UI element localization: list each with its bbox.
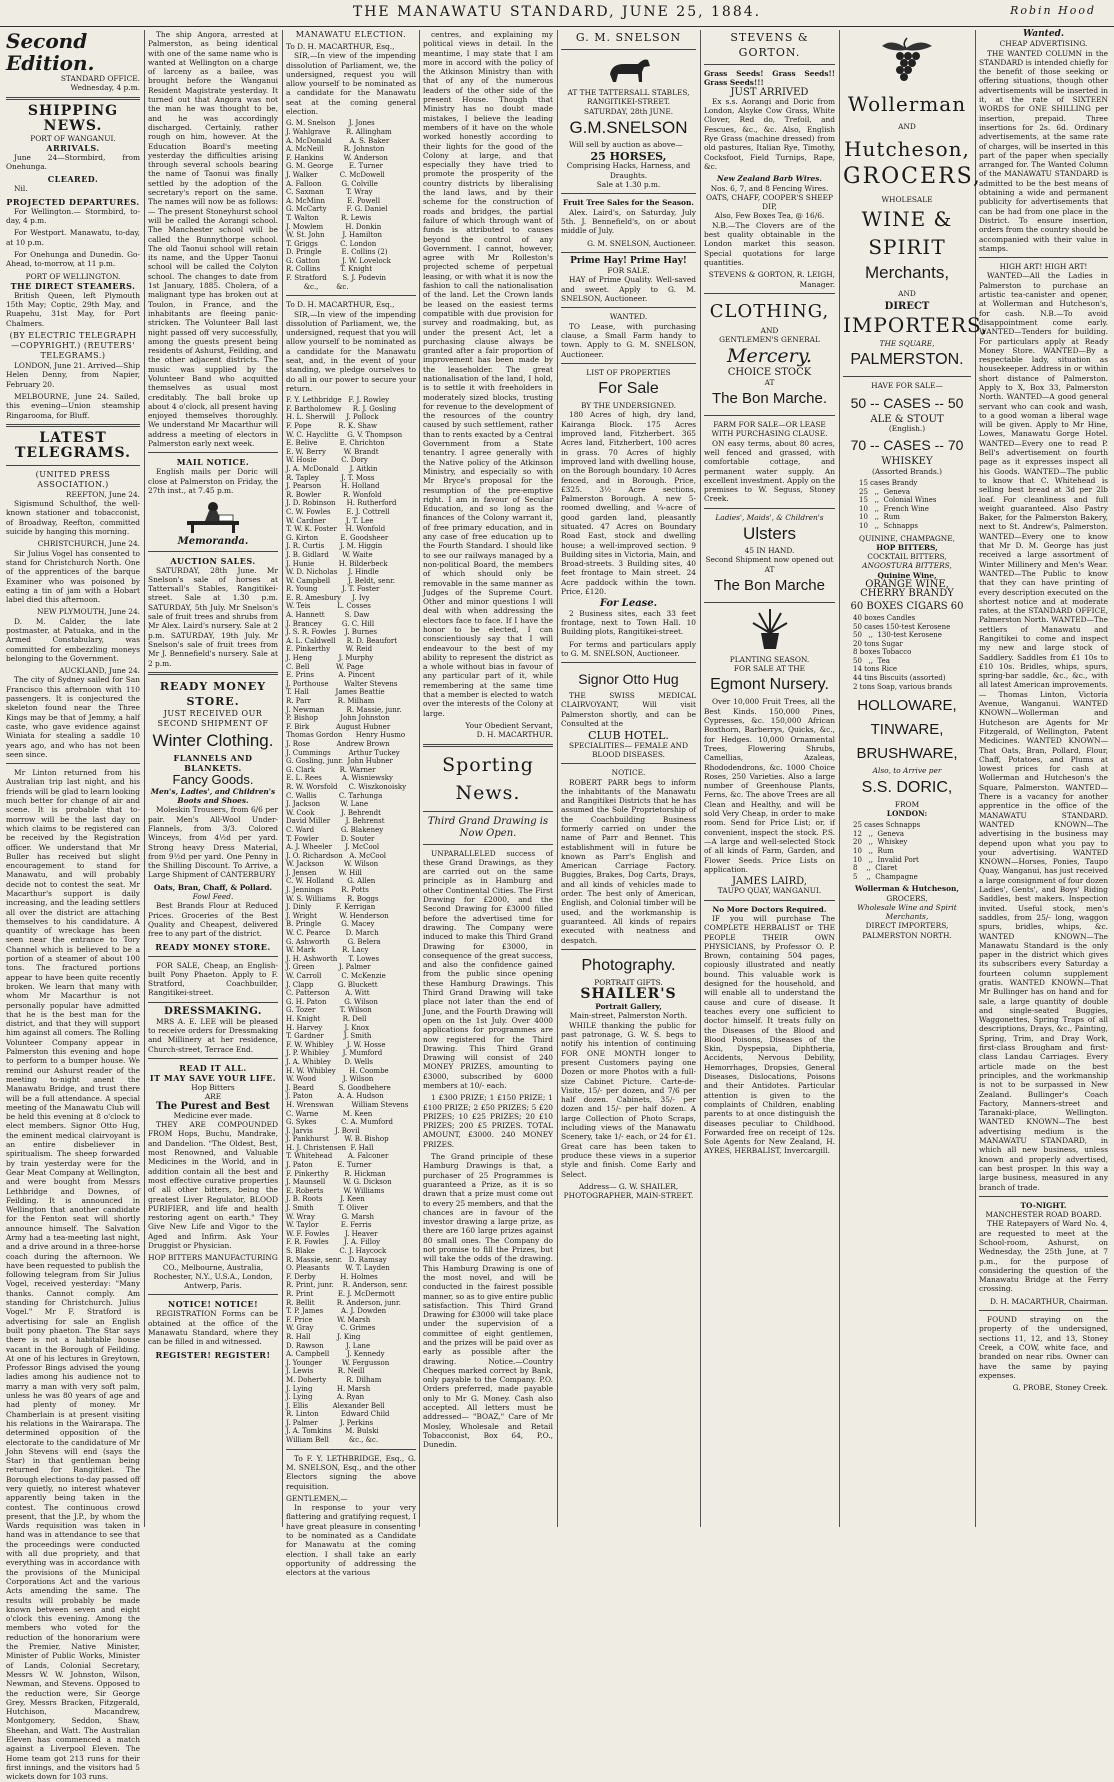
requisition-1-signatories: G. M. Snelson J. Jones J. Wahlgrave R. Allingham A. McDonald A. S. Baker A. McNeill R. Johnston F. Hankins W. Anderson G. M. George E. Turner J. Walker C. McDowell A. Falloon G. Colville C. Saxman T. Wray A. McMinn E. Powell G. McCarty F. G. Daniel T. Walton R. Lewis J. Mowlem H. Donkin W. St. John J. Hamilton T. Griggs C. London D. Pringle E. Collins (2) G. Gatton J. W. Lovelock R. Collins T. Knight F. Stratford S. J. Podevin &c., &c. (286, 119, 392, 291)
divider (148, 956, 278, 957)
road-board-sign: D. H. MACARTHUR, Chairman. (990, 1296, 1108, 1306)
grapes-illustration (843, 36, 971, 86)
fruit-tree-text: Alex. Laird's, on Saturday, July 5th. J. Bennefield's, on or about middle of July. (561, 207, 696, 236)
for-sale-heading: For Sale (598, 380, 659, 398)
saturday-line: SATURDAY, 28th JUNE. (583, 106, 674, 116)
prize-list: 1 £300 PRIZE; 1 £150 PRIZE; 1 £100 PRIZE; 2 £50 PRIZES; 5 £20 PRIZES; 10 £25 PRIZES; 20 £10 PRIZES; 200 £5 PRIZES. TOTAL AMOUNT, £3000. 240 MONEY PRIZES. (423, 1093, 553, 1149)
requisition-2-signatories: F. Y. Lethbridge F. J. Rowley F. Bartholomew R. J. Gosling H. L. Sherwill J. Pollock F. Pope R. K. Shaw W. C. Hayclitte G. V. Thompson E. Belive E. Chrichton E. W. Berry W. Brandt W. Hosie C. Dory J. A. McDonald J. Aitkin R. Tapley J. T. Moss J. Pearson H. Holland R. Bowler R. Wonfold J. D. Robinson H. Rutherford C. W. Fowles E. J. Cottrell W. Cardner J. T. Lee T. W. K. Foster H. Wonfold G. Kirton E. Goodsheer J. R. Curtis J. M. Higgin J. B. Gidlard W. Waite J. Hunie H. Bilderbeck W. D. Nicholas J. Hindle W. Campbell J. Beldt, senr. R. Young J. T. Foster E. R. Amesbury J. Ivy W. Teis L. Cosses A. Hannett S. Daw J. Brancey G. C. Hill J. S. R. Fowles J. Burnes A. L. Caldwell R. D. Beaufort E. Pinkerthy W. Reid J. Heng J. Murphy C. Bell W. Page E. Prins A. Pincent J. Porthouse Walter Stevens T. Hall James Beattie R. Parr R. Milham J. Newman R. Massie, junr. P. Bishop John Johnston F. Birk August Hubner Thomas Gordon Henry Husmo J. Rose Andrew Brown J. Cummings Arthur Tuckey G. Gosling, junr. John Hubner G. Clark R. Warner E. L. Rees A. Wisniewsky R. W. Worsfold C. Wiszkonoisky C. Wallis C. Tarhunga J. Jackson W. Lane W. Cook J. Behrendt David Miller J. Behrenst C. Ward G. Blakeney T. Fowler D. Souter A. J. Wheeler J. McCool J. O. Richardson A. McCool W. Jackson W. Wilson J. Jensen W. Hill C. W. Holland G. Allen J. Jennings R. Potts W. S. Williams R. Boggs J. Dinly F. Kerrigan J. Wright W. Henderson B. Pringle G. Macey W. C. Pearce D. March G. Ashworth G. Belera W. Mark R. Lacy J. H. Ashworth T. Lowes J. Green J. Palmer W. Carroll C. McKenzie J. Clapp G. Bluckett C. Patterson A. Witt G. H. Paton G. Wilson G. Tozer T. Wilson H. Knight R. Dell H. Harvey J. Knox T. Gardner J. Smith F. W. Whibley J. W. Hosse J. P. Whibley J. Mumford J. A. Whibley D. Wells H. W. Whibley H. Coombe W. Wood J. Wilson J. Beard S. Goodbehere J. Paton A. A. Hudson H. Wrenswan William Stevens C. Warne M. Keen G. Sykes C. A. Mumford J. Jarvis J. Bovil J. Pankhurst W. B. Bishop H. J. Christensen F. Hall T. Whitehead A. Falconer J. Paton E. Turner F. Pinkerthy R. Hickman J. Maunsell W. G. Dickson E. Roberts W. Williams J. B. Roots J. Keen J. Smith T. Oliver W. Wray G. Marsh W. Taylor E. Ferris W. F. Fowles J. Heaver F. R. Fowles J. A. Filloy S. Blake C. J. Haycock R. Massie, senr. D. Ramsay O. Pleasants W. T. Layden F. Derby H. Holmes R. Print, junr. R. Anderson, senr. R. Print E. J. McDermott R. Bellit R. Anderson, junr. T. P. James A. J. Dowden F. Price W. Marsh W. Gray C. Grimes R. Hall J. King D. Rawson J. Lane A. Campbell J. Kennedy J. Younger W. Fergusson J. Lewis R. Neill M. Doherty R. Dilham J. Lying H. Marsh J. Lying A. Ryan J. Ellis Alexander Bell R. Linton Edward Child J. Palmer J. Perkins J. A. Tomkins M. Bulski William Bell &c., &c. (286, 396, 409, 1445)
grocers-footer: GROCERS, (886, 893, 928, 903)
divider (6, 465, 140, 466)
column-rule (419, 30, 420, 1527)
merchants-footer: Merchants, (885, 912, 929, 922)
brushware: BRUSHWARE, (856, 745, 958, 763)
clover-note: N.B.—The Clovers are of the best quality obtainable in the London market this season. Special quotations for large quantities. (704, 220, 835, 267)
flannels-line: FLANNELS AND BLANKETS. (173, 752, 253, 773)
column-2 (148, 30, 278, 1527)
divider (704, 900, 835, 901)
wanted-ads: WANTED—All the Ladies in Palmerston to purchase an artistic tea-canister and opener, at Wollerman and Hutcheson's, for cash. N.B.—To avoid disappointment come early. WANTED—Tenders for building. For particulars apply at Ready Money Store. WANTED—By a respectable lady, situation as housekeeper. Address in or within short distance of Palmerston. Apply to X, Box 33, Palmerston North. WANTED—A good general servant who can cook and wash, to a good woman a liberal wage will be given. Apply to Mr Hine, Lowes, Manawatu Gorge Hotel. WANTED—Every one to read P. Bell's advertisement on fourth page as it expresses inspect all his Goods. WANTED—The public to know that C. Whitehead is selling best bread at 3d per 2lb loaf. For cleanliness and full weight guaranteed. Also Pastry Baker, for the Palmerston Bakery, next to St. Andrew's, Palmerston. WANTED—Every one to know that Mr D. M. George has just received a large assortment of Winter Millinery and Men's Wear. WANTED—The Public to know that they can have printing of every description executed on the shortest notice and at moderate rates, at the STANDARD OFFICE, Palmerston North. WANTED—The settlers of Manawatu and Rangitikei to come and inspect my new and large stock of Saddlery. Saddles from £1 10s to £10 10s. Bridles, whips, spurs, spring-bar saddle, &c., &c., with all latest American improvements. — Thomas Linton, Victoria Avenue, Wanganui. WANTED KNOWN—Wollerman and Hutcheson are Agents for Mr Fitzgerald, of Wellington, Patent Medicines. WANTED KNOWN—That Oats, Bran, Pollard, Flour, Chaff, Potatoes, and Plums at lowest prices for cash at Wollerman and Hutcheson's the Square, Palmerston. WANTED—There is a vacancy for another apprentice in the office of the MANAWATU STANDARD. WANTED KNOWN—The advertising in the business may depend upon what you pay to your advertising. WANTED KNOWN—Horses, Ponies, Taupo Quay, Wanganui, has just received a large consignment of four dozen Ladies', Gents', and Boys' Riding Saddles, best makers. Inspection invited. Useful stock, men's saddles, from 25/- long, waggon spurs, bridles, whips, &c. WANTED KNOWN—The Manawatu Standard is the only paper in the district which gives its subscribers every Saturday a fourteen column supplement gratis. WANTED KNOWN—That Mr Bullinger has on hand and for sale, a large quantity of double and single-seated Buggies, Waggonettes, Spring Traps of all descriptions, Drays, &c., Painting, Spring, Trim, and Dray Work, first-class Brougham and first-class Landau Carriages. Every article made on the best principles, and the workmanship is not to be surpassed in New Zealand. Bullinger's Coach Factory, Manners-street and Taranaki-place, Wellington. WANTED KNOWN—The best advertising medium is the MANAWATU STANDARD, in which all new business, unless known and properly advertised, can best prosper. In this way a large business, measured in any branch of trade. (979, 271, 1108, 1192)
column-7 (843, 30, 989, 1527)
dressmaking-heading: DRESSMAKING. (164, 1005, 262, 1017)
requisition-1-addressee: To D. H. MACARTHUR, Esq., (286, 42, 395, 51)
fencing-wire-line: Nos. 6, 7, and 8 Fencing Wires. (710, 183, 829, 193)
divider (843, 376, 971, 377)
shailer-address: Address— G. W. SHAILER, PHOTOGRAPHER, MAIN-STREET. (563, 1181, 694, 1201)
winter-clothing: Winter Clothing. (152, 730, 274, 750)
ss-doric: S.S. DORIC, (861, 778, 953, 796)
column-rule (557, 30, 558, 1527)
cases-50: 50 -- CASES -- 50 (850, 394, 964, 411)
hop-bitters-maker: HOP BITTERS MANUFACTURING CO., Melbourne, Australia, Rochester, N.Y., U.S.A., London, Antwerp, Paris. (148, 1253, 278, 1291)
lease-text: 2 Business sites, each 33 feet frontage, next to Town Hall. 10 Building plots, Rangitikei-street. (561, 608, 696, 637)
merchants-line: Merchants, (864, 262, 950, 282)
direct-steamers-label: THE DIRECT STEAMERS. (10, 280, 136, 291)
stevens-sign: STEVENS & GORTON, R. LEIGH, Manager. (708, 270, 835, 289)
dressmaking-text: MRS A. E. LEE will be pleased to receive orders for Dressmaking and Millinery at her residence, Church-street, Terrace End. (148, 1016, 278, 1054)
divider (148, 672, 278, 675)
herbalist-text: IF you will purchase The COMPLETE HERBALIST or THE PEOPLE THEIR OWN PHYSICIANS, by Professor O. P. Brown, containing 504 pages, copiously illustrated and neatly bound. This valuable work is designed for the household, and will enable all to understand the cause and cure of disease. It teaches every one sufficient to doctor himself. It treats fully on the Diseases of the Blood and Blood Poisons, Diseases of the Skin, Dyspepsia, Diphtheria, Accidents, Nervous Debility, Hemorrhages, Dropsies, General Diseases, Dislocations, Poisons and their Antidotes. Particular attention is given to the complaints of Children, enabling parents to at once distinguish the diseases peculiar to Childhood. Forwarded free on receipt of 12s. Sole Agents for New Zealand, H. AYRES, HERBALIST, Invercargill. (704, 914, 835, 1156)
horse-illustration (561, 54, 696, 84)
sporting-text: UNPARALLELED success of these Grand Drawings, as they are carried out on the same principle as in Hamburg and other Continental Cities. The First Drawing for £2000, and the Second Drawing for £3000 filled before the advertised time for drawing. The Company were induced to make this Third Grand Drawing for £3000, in consequence of the great success, and also the confidence gained from the public since opening these Hamburg Drawings. This Third Grand Drawing will take place not later than the end of June, and the Fourth Drawing will open on the 1st July. Over 4000 applications for programmes are now registered for the Third Drawing. This Third Grand Drawing will consist of 240 MONEY PRIZES, amounting to £3000, subscribed by 6000 members at 10/- each. (423, 848, 553, 1090)
palmerston-heading: PALMERSTON. (850, 351, 964, 369)
port-wanganui: PORT OF WANGANUI. (30, 133, 116, 143)
road-board-heading: MANCHESTER ROAD BOARD. (985, 1210, 1102, 1220)
cleared-label: CLEARED. (47, 174, 99, 185)
potted-plant-icon (745, 607, 795, 651)
arrival-line: June 24—Stormbird, from Onehunga. (6, 152, 140, 172)
groceries-list: 40 boxes Candles 50 cases 150-test Kerosene 50 ,, 130-test Kerosene 20 tons Sugar 8 boxes Tobacco 50 ,, Tea 14 tons Rice 44 tins Biscuits (assorted) 2 tons Soap, various brands (853, 613, 952, 691)
column-5 (561, 30, 696, 1527)
from-line: FROM (894, 799, 920, 809)
divider (6, 424, 140, 427)
new-plymouth-item: D. M. Calder, the late postmaster, at Patuaka, and in the Armed Constabulary, was committed for embezzling moneys belonging to the Government. (6, 616, 140, 663)
doric-list: 25 cases Schnapps 12 ,, Geneva 20 ,, Whiskey 10 ,, Rum 10 ,, Invalid Port 8 ,, Claret 5 ,, Champagne (853, 821, 921, 881)
divider (6, 97, 140, 100)
cleared-line: Nil. (14, 184, 28, 194)
melbourne-item: MELBOURNE, June 24. Sailed, this evening—Union steamship Ringarooma, for Bluff. (6, 391, 140, 420)
edition-date: Wednesday, 4 p.m. (70, 83, 140, 93)
election-heading: MANAWATU ELECTION. (295, 30, 407, 39)
taupo-quay: TAUPO QUAY, WANGANUI. (717, 886, 822, 896)
for-sale-at-line: FOR SALE AT THE (733, 664, 806, 674)
found-cow-sign: G. PROBE, Stoney Creek. (1012, 1383, 1108, 1393)
divider (561, 363, 696, 364)
flour-text: Best Brands Flour at Reduced Prices. Groceries of the Best Quality and Cheapest, delivered free to any part of the district. (148, 901, 278, 939)
portrait-gallery: Portrait Gallery, (595, 1002, 662, 1012)
seeds-text: Ex s.s. Aorangi and Doric from London, Alsyke Cow Grass, White Clover, Red do, Trefoil, and Fescues, &c., &c. Also, English Rye Grass (machine dressed) from old pastures, Italian Rye, Timothy, Cocksfoot, Field Turnips, Rape, &c. (704, 96, 835, 171)
assorted-line: (Assorted Brands.) (871, 466, 943, 476)
telegraph-credit: (BY ELECTRIC TELEGRAPH—COPYRIGHT.) (REUTERS' TELEGRAMS.) (9, 331, 137, 361)
divider (148, 1058, 278, 1059)
specialities-line: SPECIALITIES— FEMALE AND BLOOD DISEASES. (568, 740, 689, 759)
reply-text: In response to your very flattering and gratifying request, I have great pleasure in consenting to be nominated as a Candidate for Manawatu at the coming election. I shall take an early opportunity of addressing the electors at the various (286, 1503, 416, 1578)
orange-wine: ORANGE WINE, (865, 579, 949, 591)
wholesale-footer: Wholesale Wine and Spirit (857, 902, 957, 912)
in-hand-line: 45 IN HAND. (744, 545, 795, 555)
terms-text: For terms and particulars apply to G. M. SNELSON, Auctioneer. (561, 639, 696, 658)
snelson-heading: G. M. SNELSON (575, 31, 682, 44)
tea-boxes-line: Also, Few Boxes Tea, @ 16/6. (714, 211, 825, 221)
auckland-item: The city of Sydney sailed for San Francisco this afternoon with 110 passengers. It is conjectured the skeleton found near the Three Kings may be that of Jemmy, a half caste, who gave evidence against Winiata for stealing a saddle 10 years ago, and who has not been seen since. (6, 675, 140, 759)
cocktail-bitters: COCKTAIL BITTERS, (867, 552, 947, 562)
whiskey-line: WHISKEY (881, 456, 933, 468)
direct-importers-footer: DIRECT IMPORTERS, (865, 921, 949, 931)
purest-best: The Purest and Best (156, 1100, 270, 1112)
wanted-label: WANTED. (609, 312, 648, 322)
divider (561, 252, 696, 253)
quinine-wine: Quinine Wine, (877, 570, 937, 580)
phaeton-sale: FOR SALE, Cheap, an English-built Pony Phaeton. Apply to F. Stratford, Coachbuilder, Rangitikei-street. (148, 960, 278, 998)
divider (561, 307, 696, 308)
square-line: THE SQUARE, (879, 339, 935, 349)
reefton-item: Sigismund Schulthof, the well-known stationer and tobacconist, of Broadway, Reefton, committed suicide by hanging this morning. (6, 499, 140, 537)
wh-footer: Wollerman & Hutcheson, (854, 884, 960, 894)
grape-cluster-icon (872, 36, 942, 86)
auction-sales-heading: AUCTION SALES. (170, 555, 256, 566)
press-credit: (UNITED PRESS ASSOCIATION.) (35, 469, 111, 489)
signoff-line: Your Obedient Servant, (465, 720, 553, 730)
read-it-all: READ IT ALL. (179, 1062, 247, 1073)
divider (704, 508, 835, 509)
just-arrived: JUST ARRIVED (730, 86, 809, 98)
divider (979, 1310, 1108, 1311)
departures-label: PROJECTED DEPARTURES. (6, 196, 140, 207)
divider (704, 602, 835, 603)
oats-chaff-line: OATS, CHAFF, COOPER'S SHEEP DIP, (705, 192, 834, 212)
third-drawing-heading: Third Grand Drawing is Now Open. (427, 815, 549, 839)
prime-hay-heading: Prime Hay! Prime Hay! (570, 255, 687, 266)
divider (286, 295, 416, 296)
egmont-nursery: Egmont Nursery. (710, 676, 829, 694)
save-your-life: IT MAY SAVE YOUR LIFE. (149, 1072, 277, 1083)
auction-sales-text: SATURDAY, 28th June. Mr Snelson's sale of horses at Tattersall's Stables, Rangitikei-street. Sale at 1.30 p.m. SATURDAY, 5th July. Mr Snelson's sale of fruit trees and shrubs from Mr Alex. Laird's nursery. Sale at 2 p.m. SATURDAY, 19th July. Mr Snelson's sale of fruit trees from Mr J. Bennefield's nursery. Sale at 2 p.m. (148, 565, 278, 668)
page-label: Robin Hood (1010, 4, 1096, 17)
english-line: (English.) (888, 424, 926, 434)
wine-spirit: WINE & SPIRIT (861, 206, 953, 259)
shipping-heading: SHIPPING NEWS. (27, 102, 119, 134)
found-cow-text: FOUND straying on the property of the undersigned, sections 11, 12, and 13, Stoney Creek, a COW, white face, and branded on near ribs. Owner can have the same by paying expenses. (979, 1315, 1108, 1380)
are-line: ARE (204, 1092, 222, 1102)
photography-heading: Photography. (581, 956, 676, 974)
reply-salutation: GENTLEMEN,— (286, 1493, 348, 1503)
quinine-champagne: QUININE, CHAMPAGNE, (859, 533, 955, 543)
at-line-2: AT (764, 564, 775, 574)
road-board-text: THE Ratepayers of Ward No. 4, are requested to meet at the School-room, Ashurst, on Wednesday, the 25th June, at 7 p.m., for the purpose of considering the question of the Manawatu Bridge at the Ferry crossing. (979, 1219, 1108, 1294)
bon-marche-2: The Bon Marche (714, 576, 825, 594)
sale-time: Sale at 1.30 p.m. (596, 180, 661, 190)
column-6 (704, 30, 835, 1527)
divider (6, 763, 140, 764)
reply-addressee: To F. Y. LETHBRIDGE, Esq., G. M. SNELSON, Esq., and the other Electors signing the above requisition. (286, 1453, 416, 1491)
have-for-sale: HAVE FOR SALE— (871, 381, 943, 391)
parr-notice-text: ROBERT PARR begs to inform the inhabitants of the Manawatu and Rangitikei Districts that he has assumed the Sole Proprietorship of the Coachbuilding Business formerly carried on under the name of Parr and Bennet. This establishment will in future be known as Parr's English and American Carriage Factory. Buggies, Brakes, Dog Carts, Drays, and all kinds of vehicles made to order. The best only of American, English, and Colonial timber will be used, and the workmanship is guaranteed. All kinds of repairs executed with neatness and despatch. (561, 777, 696, 945)
divider (423, 811, 553, 812)
instructions-line: Will sell by auction as above— (569, 139, 683, 149)
divider (561, 49, 696, 50)
otto-hug-text: THE SWISS MEDICAL CLAIRVOYANT, Will visit Palmerston shortly, and can be Consulted at the (561, 691, 696, 729)
oats-line: Oats, Bran, Chaff, & Pollard. (153, 882, 273, 892)
high-art: HIGH ART! HIGH ART! (999, 262, 1088, 272)
column-4 (423, 30, 553, 1527)
divider (704, 293, 835, 294)
gallery-address: Main-street, Palmerston North. (569, 1011, 688, 1021)
dateline-auckland: AUCKLAND, June 24. (59, 666, 140, 676)
dateline-christchurch: CHRISTCHURCH, June 24. (37, 539, 140, 549)
column-rule (700, 30, 701, 1527)
divider (148, 551, 278, 552)
ulsters-heading: Ulsters (743, 523, 796, 543)
register-line: REGISTER! REGISTER! (155, 1349, 271, 1360)
hop-bitters-text: THEY ARE COMPOUNDED FROM Hops, Buchu, Mandrake, and Dandelion. "The Oldest, Best, most Renowned, and Valuable Medicines in the World, and in addition contain all the best and most effective curative properties of all other bitters, being the greatest Liver Regulator, BLOOD PURIFIER, and life and health restoring agent on earth." They Give New Life and Vigor to the Aged and Infirm. Ask Your Druggist or Physician. (148, 1120, 278, 1250)
column-3 (286, 30, 416, 1578)
just-received: JUST RECEIVED OUR SECOND SHIPMENT OF (157, 708, 269, 728)
tattersall-line: AT THE TATTERSALL STABLES, RANGITIKEI-STREET. (567, 88, 690, 107)
london-item: LONDON, June 21. Arrived—Ship Helen Denny, from Napier, February 20. (6, 361, 140, 389)
mail-notice-heading: MAIL NOTICE. (176, 457, 250, 468)
angostura-bitters: ANGOSTURA BITTERS, (862, 561, 952, 571)
divider (148, 1002, 278, 1003)
fowl-feed: Fowl Feed. (192, 892, 234, 902)
portrait-gifts: PORTRAIT GIFTS. (594, 977, 663, 987)
farm-sale-heading: FARM FOR SALE—OR LEASE WITH PURCHASING CLAUSE. (711, 420, 828, 439)
and-line: AND (760, 325, 779, 335)
sporting-text-2: The Grand principle of these Hamburg Drawings is that, a purchaser of 25 Programmes is guaranteed a Prize, as it is so drawn that a prize must come out to every 25 members, and that the chances are in favour of the investor drawing a large prize, as there are 160 large prizes against 80 small ones. The Company do not promise to fill the Prizes, but will take the odds of the drawing. This Hamburg Drawing is one of the most novel, and will be conducted in the fairest possible manner, so as to give entire public satisfaction. This Third Grand Drawing for £3000 will take place under the supervision of a committee of eight gentlemen, and the prizes will be paid over as early as possible after the drawing. Notice.—Country Cheques marked correct by Bank, only payable to the Company. P.O. Orders preferred, made payable only to Mr G. Money. Cash also accepted. All letters must be addressed— "BOAZ," Care of Mr Mosley, Wholesale and Retail Tobacconist, Box 64, P.O., Dunedin. (423, 1152, 553, 1450)
photography-text: WHILE thanking the public for past patronage, G. W. S. begs to notify his intention of continuing FOR ONE MONTH longer to present Customers paying one Dozen or more Photos with a full-size Cabinet Picture. Carte-de-Visite, 15/- per dozen, and 7/6 per half dozen. Cabinets, 35/- per dozen and 15/- per half dozen. A large Collection of Photo Scraps, including views of the Manawatu Scenery, take 1/- each, or 24 for £1. Great care has been taken to produce these views in a superior style and finish. Come Early and Select. (561, 1020, 696, 1179)
ready-money-heading: READY MONEY STORE. (159, 679, 267, 708)
ladies-line: Ladies', Maids', & Children's (715, 512, 824, 522)
palmerston-north-footer: PALMERSTON NORTH. (862, 930, 952, 940)
column-rule (975, 30, 976, 1527)
divider (423, 744, 553, 747)
registration-text: REGISTRATION Forms can be obtained at the office of the Manawatu Standard, where they can be filled in and witnessed. (148, 1309, 278, 1347)
hop-bitters: HOP BITTERS, (876, 542, 938, 552)
property-list: 180 Acres of high, dry land, Kairanga Block. 175 Acres improved land, Fitzherbert. 365 Acres land, Fitzherbert, 100 acres in grass. 70 Acres of highly improved land with dwelling house, on the Borough boundary. 10 Acres fenced, and in Borough. Price, £325. 3½ Acre sections, Palmerston Borough. A new 5-roomed dwelling, and ¼-acre of good garden land, pleasantly situated. 47 Acres on Boundary Road East, stock and dwelling house; a well-improved section. 9 Building sites in Victoria, Main, and Broad-streets. 3 Building sites, 40 feet frontage to Main street. 24 Acre paddock within the town. Price, £120. (561, 410, 696, 597)
gms-logo-text: G.M.SNELSON (569, 117, 688, 137)
requisition-2-text: SIR,—In view of the impending dissolution of Parliament, we, the undersigned, request that you will allow yourself to be nominated as a candidate for the Manawatu seat, and, in the event of your standing, we pledge ourselves to do all in our power to secure your return. (286, 309, 416, 393)
edition-heading: Second Edition. (6, 29, 95, 75)
spirits-list: 15 cases Brandy 25 ,, Geneva 15 ,, Colonial Wines 10 ,, French Wine 10 ,, Rum 10 ,, Schnapps (859, 478, 937, 530)
mercery-heading: Mercery. (727, 345, 812, 368)
column-1 (6, 29, 140, 1782)
grocers-heading: GROCERS, (843, 164, 982, 190)
cases-70: 70 -- CASES -- 70 (850, 437, 964, 454)
clothing-heading: CLOTHING, (709, 300, 830, 322)
grass-seeds-line: Grass Seeds! Grass Seeds!! Grass Seeds!!! (704, 69, 835, 88)
divider (148, 452, 278, 453)
by-undersigned: BY THE UNDERSIGNED. (581, 401, 676, 411)
hop-bitters-line: Hop Bitters (191, 1082, 235, 1092)
tinware: TINWARE, (870, 721, 944, 739)
farm-lease-text: TO Lease, with purchasing clause, a Small Farm handy to town. Apply to G. M. SNELSON, Auctioneer. (561, 321, 696, 359)
local-news-2: The ship Angora, arrested at Palmerston, as being identical with one of the same name who is wanted at Wellington on a charge of larceny as a bailee, was brought before the Wanganui Resident Magistrate yesterday. It turned out that Angora was not the man he was thought to be, and he was accordingly discharged. Certainly, rather rough on him, however. At the Education Board's meeting yesterday the difficulties arising through several schools bearing the name of Taonui was finally settled by the adoption of the secretary's report on the same. The names will now be as follows:— The present Stoneyhurst school will be called the Aorangi school. The Manchester school will be called the Bunnythorpe school. The old Taonui school will retain its name, and the Upper Taonui school will be called the Colyton school. The changes to date from 1st January, 1885. Cholera, of a malignant type has broken out at Toulon, in France, and the inhabitants are fleeing panic-stricken. The Volunteer Ball last night passed off very successfully, among the guests present being residents of Ashurst, Feilding, and the other adjacent districts. The music was supplied by the Volunteer Band who acquitted themselves as usual most creditably. The ball broke up about 4 o'clock, all present having enjoyed themselves thoroughly. We understand Mr Macarthur will address a meeting of electors in Palmerston early next week. (148, 30, 278, 449)
divider (148, 1294, 278, 1295)
james-laird: JAMES LAIRD, (732, 876, 807, 888)
club-hotel: CLUB HOTEL. (588, 729, 669, 743)
otto-hug-heading: Signor Otto Hug (578, 671, 679, 688)
and-line: AND (898, 122, 916, 131)
divider (423, 844, 553, 845)
christchurch-item: Sir Julius Vogel has consented to stand for Christchurch North. One of the apprentices of the barque Examiner who was poisoned by eating a tin of jam with a Hobart label died this afternoon. (6, 548, 140, 605)
cigars-line: 60 BOXES CIGARS 60 (850, 600, 964, 612)
divider (704, 415, 835, 416)
divider (561, 949, 696, 950)
divider (286, 1449, 416, 1450)
direct-steamers-text: British Queen, left Plymouth 15th May; Coptic, 29th May, and Ruapehu, 31st May, for Port Chalmers. (6, 290, 140, 328)
auctioneer-sign: G. M. SNELSON, Auctioneer. (587, 238, 696, 248)
column-rule (282, 30, 283, 1527)
comprising-line: Comprising Hacks, Harness, and Draughts. (566, 161, 691, 180)
list-properties: LIST OF PROPERTIES (586, 367, 671, 377)
cherry-brandy: CHERRY BRANDY (860, 588, 954, 600)
and-line-2: AND (898, 288, 916, 298)
at-line: AT (764, 377, 775, 387)
hutcheson-name: Hutcheson, (844, 137, 970, 162)
divider (561, 763, 696, 764)
departure-line: For Wellington.— Stormbird, to-day, 4 p.m. (6, 206, 140, 226)
writer-at-desk-icon (183, 499, 243, 533)
also-arrive: Also, to Arrive per (872, 766, 942, 776)
stevens-gorton-heading: STEVENS & GORTON. (730, 31, 809, 59)
memoranda-heading: Memoranda. (177, 536, 249, 548)
latest-telegrams-heading: LATEST TELEGRAMS. (14, 429, 132, 461)
column-8 (979, 30, 1108, 1527)
divider (979, 1196, 1108, 1197)
wollerman-name: Wollerman (847, 92, 967, 116)
masthead-title: THE MANAWATU STANDARD, JUNE 25, 1884. (352, 4, 762, 20)
plant-illustration (704, 607, 835, 651)
arrivals-label: ARRIVALS. (46, 142, 100, 153)
divider (561, 193, 696, 194)
medicine-line: Medicine ever made. (173, 1110, 253, 1120)
nursery-text: Over 10,000 Fruit Trees, all the Best Kinds. 150,000 Pines, Cypresses, &c. 150,000 African Boxthorn, Barberrys, Quicks, &c., for Hedges. 10,000 Ornamental Trees, Flowering Shrubs, Camellias, Azaleas, Rhododendrons, &c. 1000 Choice Roses, 250 Varieties. Also a large number of Greenhouse Plants, Ferns, &c. The above Trees are all Clean and Healthy, and will be sold Very Cheap, in order to make room. Send for Price List; or, if convenient, inspect the stock. P.S.—A large and well-selected Stock of all kinds of Farm, Garden, and Flower Seeds. Price Lists on application. (704, 697, 835, 874)
dateline-reefton: REEFTON, June 24. (65, 489, 140, 499)
hay-text: HAY of Prime Quality. Well-saved and sweet. Apply to G. M. SNELSON, Auctioneer. (561, 275, 696, 304)
ale-stout: ALE & STOUT (870, 413, 944, 425)
fruit-tree-heading: Fruit Tree Sales for the Season. (563, 198, 694, 208)
office-line: STANDARD OFFICE. (60, 74, 140, 83)
notice-label: NOTICE. (611, 768, 646, 778)
tonight-heading: TO-NIGHT. (1020, 1200, 1067, 1210)
shailer-name: SHAILER'S (580, 986, 677, 1003)
requisition-1-text: SIR,—In view of the impending dissolution of Parliament, we, the undersigned, request you will allow yourself to be nominated as a candidate for the Manawatu seat at the coming general election. (286, 51, 416, 117)
ready-money-text: Moleskin Trousers, from 6/6 per pair. Men's All-Wool Under-Flannels, from 3/3. Colored Winceys, from 4½d per yard. Strong heavy Dress Material, from 9½d per yard. One Penny in the Shilling Discount. To Arrive, a Large Shipment of CANTERBURY (148, 805, 278, 880)
shipment-line: Second Shipment now opened out (705, 555, 834, 565)
barb-wire-line: New Zealand Barb Wires. (717, 174, 822, 184)
column-rule (144, 30, 145, 1527)
divider (704, 64, 835, 65)
signoff-name: D. H. MACARTHUR. (476, 730, 553, 740)
column-rule (839, 30, 840, 1527)
farm-sale-text: ON easy terms, about 80 acres, well fenced and grassed, with comfortable cottage, and permanent water supply. An excellent investment. Apply on the premises to W. Seguss, Stoney Creek. (704, 438, 835, 504)
gentlemens-line: GENTLEMEN'S GENERAL (719, 335, 820, 345)
no-more-doctors: No More Doctors Required. (712, 904, 827, 914)
requisition-2-addressee: To D. H. MACARTHUR, Esq., (286, 300, 395, 310)
notice-heading: NOTICE! NOTICE! (167, 1299, 259, 1310)
reply-continued: centres, and explaining my political views in detail. In the meantime, I may state that I am more in accord with the policy of the Atkinson Ministry than with that of any of the numerous leaders of the other side of the present House. Though that Ministry has no doubt made mistakes, I believe the leading members of it have on the whole worked honestly according to their lights for the good of the Colony at large, and that especially they have tried to promote the prosperity of the country districts by liberalising the land laws, and by their scheme for the construction of roads and bridges, the partial failure of which through want of funds is attributed to causes beyond the control of any Government. I cannot, however, agree with Mr Rolleston's projected scheme of perpetual leasing, or with what it is now the fashion to call the nationalisation of the land. Let the Crown lands be leased on the easiest terms compatible with due provision for survey and roadmaking, but, as under the present Act, let a purchasing clause always be granted after a fair proportion of improvement has been made by the leaseholder. The great nationalisation of the land, I hold, is to settle it with freeholders in moderately sized blocks, trusting for revenue to the development of the resources of the country caused by such settlement, rather than to rents exacted by a Central Government from a State tenantry. I agree generally with the Native policy of the Atkinson Ministry, and especially so with Mr Bryce's proposal for the resumption of the pre-emptive right. I am in favour of Secular Education, and so long as the finances of the Colony warrant it, of free primary education, and in any case of free education up to the Fourth Standard. I should like to see our railways managed by a non-political Board, the members of which should only be removable in the same manner as Judges of the Supreme Court. Other and minor questions I will deal with when addressing the electors face to face. If I have the honor to be elected, I can conscientiously say that I will endeavour to the best of my ability to represent the district as a whole without bias in favour of any particular part of it, while remembering at the same time that a member is elected to watch over the interests of the Colony at large. (423, 30, 553, 718)
boots-line: Men's, Ladies', and Children's Boots and Shoes. (150, 786, 276, 806)
departure-line: For Onehunga and Dunedin. Go-Ahead, to-morrow, at 11 p.m. (6, 249, 140, 269)
port-wellington: PORT OF WELLINGTON. (25, 271, 121, 281)
masthead (0, 4, 1114, 27)
cheap-advertising: CHEAP ADVERTISING. (999, 39, 1088, 49)
mail-notice-text: English mails per Doric will close at Palmerston on Friday, the 27th inst., at 7.45 p.m. (148, 467, 278, 495)
london-line: LONDON: (886, 808, 928, 818)
fancy-goods: Fancy Goods. (172, 771, 254, 787)
choice-stock: CHOICE STOCK (727, 367, 812, 379)
departure-line: For Westport. Manawatu, to-day, at 10 p.m. (6, 228, 140, 247)
horse-icon (602, 54, 656, 84)
divider (561, 662, 696, 663)
for-sale-label: FOR SALE. (607, 266, 650, 276)
horses-line: 25 HORSES, (590, 150, 667, 164)
memoranda-illustration (148, 499, 278, 533)
wanted-heading: Wanted. (1022, 29, 1064, 39)
ready-money-footer: READY MONEY STORE. (155, 941, 271, 952)
divider (979, 257, 1108, 258)
sporting-news-heading: Sporting News. (442, 753, 534, 804)
planting-season: PLANTING SEASON. (729, 654, 810, 664)
local-news: Mr Linton returned from his Australian trip last night, and his friends will be glad to learn looking much better for change of air and scene. It is probable that to-morrow will be the last day on which claims to be registered can be received by the Registration officer. We understand that Mr Buller has received but slight encouragement to stand for Manawatu, and will probably decide not to contest the seat. Mr Macarthur's support is daily increasing, and the leading settlers all over the district are attaching themselves to his candidature. A quantity of wreckage has been seen near the entrance to Tory Channel which is believed to be a portion of a steamer of about 100 tons. The fractured portions appear to have been quite recently broken. We learn that many with whom Mr Macarthur is not personally popular have admitted that he is the best man for the district, and that they will support him against all comers. The Rolling Volunteer Company appear in Palmerston this evening and hope to perform to a bumper house. We remind our Ashurst reader of the meeting to-night anent the Manawatu Bridge, and trust there will be a full attendance. A special meeting of the Manawatu Club will be held this evening at 8 o'clock to elect members. Signor Otto Hug, the eminent medical clairvoyant is an entire disbeliever in spiritualism. The sheep forwarded by train yesterday were for the Gear Meat Company at Wellington, and were bought from Messrs Lethbridge and Downes, of Feilding. It is announced in Wellington that another candidate for the Fenton seat will shortly announce himself. The Salvation Army had a tea-meeting last night, and a drive around in a three-horse coach during the afternoon. We have been requested to publish the following telegram from Sir Julius Vogel, received yesterday: "Many thanks. Cannot comply. Am standing for Christchurch. Julius Vogel." Mr F. Stratford is advertising for sale an English built pony phaeton. The Star says there is not a habitable house vacant in the Borough of Feilding. At one of his lectures in Greytown, Professor Bings advised the young ladies among his audience not to marry a man with very soft palm, unless he was 80 years of age and had plenty of money. Mr Chamberlain is at present visiting his relations in the Wairarapa. The determined opposition of the electorate to the candidature of Mr John Stevens will end (says the Star) in that gentleman being returned for Rangitikei. The Borough elections to-day passed off very quietly, no interest whatever apparently being taken in the contest. The continuous crowd present, that the J.P., by whom the Wards requisition was taken in hand was in attendance to see that the proceedings were conducted with all due propriety, and that everything was in accordance with the provisions of the Municipal Corporations Act and the various Acts amending the same. The results will probably be made known between seven and eight o'clock this evening. Among the members who voted for the reduction of the honorarium were the Premier, Native Minister, Minister of Public Works, Minister of Lands, Colonial Secretary, Messrs W. W. Johnston, Wilson, Newman, and Stevens. Opposed to the reduction were, Sir George Grey, Messrs Bracken, Fitzgerald, Hutchison, Macandrew, Montgomery, Seddon, Shaw, Sheehan, and Watt. The Australian Eleven has commenced a match against a Liverpool Eleven. The Home team got 213 runs for their first innings, and the visitors had 5 wickets down for 103 runs. (6, 768, 140, 1782)
bon-marche-1: The Bon Marche. (711, 390, 828, 408)
cheap-advertising-text: THE WANTED COLUMN in the STANDARD is intended chiefly for the benefit of those seeking or offering situations, though other advertisements will be inserted in it, at the rate of SIXTEEN WORDS for ONE SHILLING per insertion, prepaid. Three insertions for 2s. 6d. Ordinary advertisements, at the same rate of charges, will be inserted in this part of the paper when specially arranged for. The Wanted Column of the MANAWATU STANDARD is admitted to be the best means of obtaining a wide and permanent publicity for advertisements that can be had from one place in the District. To ensure insertion, orders from the country should be accompanied with their value in stamps. (979, 48, 1108, 253)
dateline-new-plymouth: NEW PLYMOUTH, June 24. (37, 607, 140, 617)
holloware: HOLLOWARE, (857, 697, 957, 715)
for-lease-heading: For Lease. (599, 598, 658, 610)
wholesale-line: WHOLESALE (881, 195, 933, 205)
importers-heading: IMPORTERS, (843, 313, 989, 338)
direct-line: DIRECT (884, 300, 930, 312)
